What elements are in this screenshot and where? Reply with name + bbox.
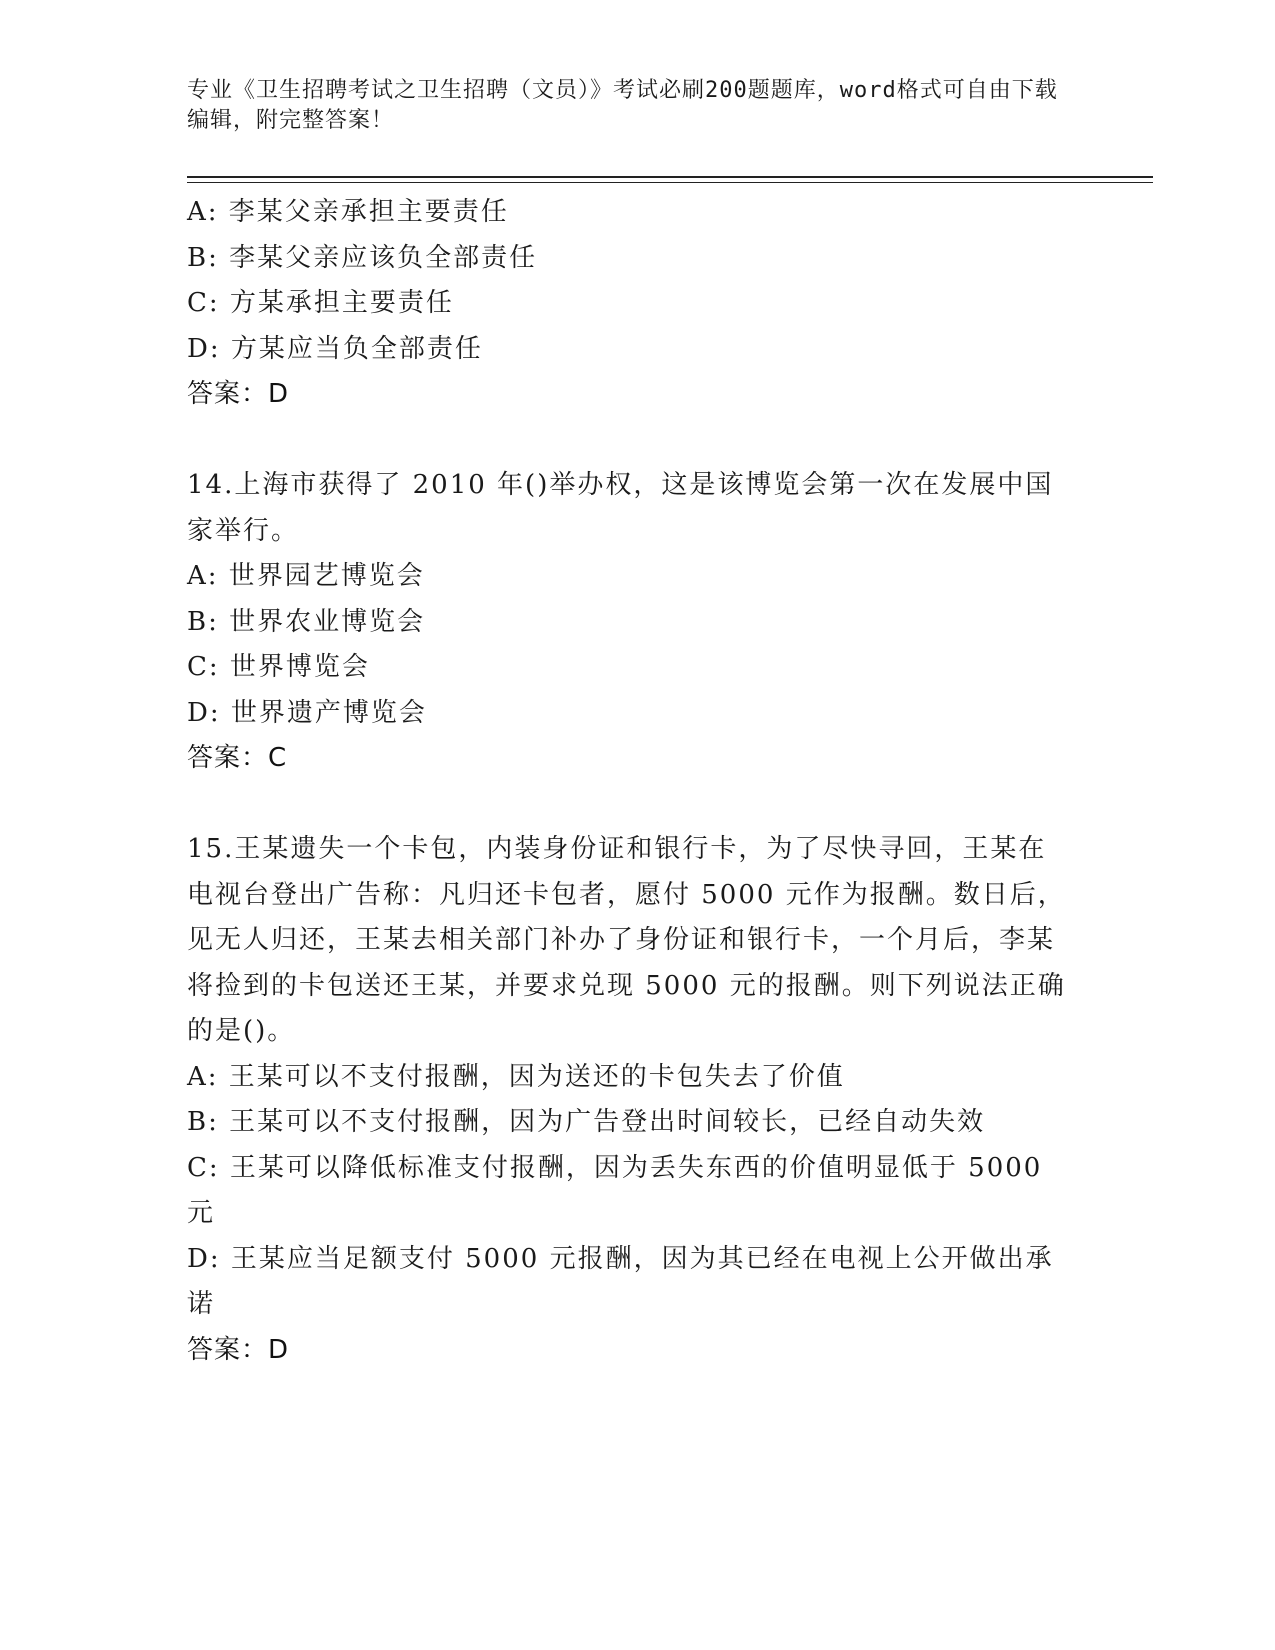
answer: 答案：C xyxy=(187,743,288,773)
page-header: 专业《卫生招聘考试之卫生招聘（文员）》考试必刷200题题库，word格式可自由下载编辑，附完整答案！ xyxy=(187,78,1058,133)
option-a: A: 王某可以不支付报酬，因为送还的卡包失去了价值 xyxy=(187,1061,845,1092)
option-a: A: 世界园艺博览会 xyxy=(187,561,425,591)
question-14 xyxy=(187,463,1067,782)
spacer xyxy=(187,782,1067,828)
spacer xyxy=(187,418,1067,464)
option-c: C: 世界博览会 xyxy=(187,652,370,682)
option-d: D: 方某应当负全部责任 xyxy=(187,333,483,364)
option-b: B: 王某可以不支付报酬，因为广告登出时间较长，已经自动失效 xyxy=(187,1107,986,1137)
question-stem: 15.王某遗失一个卡包，内装身份证和银行卡，为了尽快寻回，王某在电视台登出广告称：凡归还卡包者，愿付 5000 元作为报酬。数日后，见无人归还，王某去相关部门补办了身份证和银行卡，一个月后，李某将捡到的卡包送还王某，并要求兑现 5000 元的报酬。则下列说法正确的是()。 xyxy=(187,834,1066,1046)
header-divider-thin xyxy=(187,182,1153,183)
answer: 答案：D xyxy=(187,1334,290,1365)
option-d: D: 王某应当足额支付 5000 元报酬，因为其已经在电视上公开做出承诺 xyxy=(187,1243,1054,1319)
question-list xyxy=(187,190,1067,1373)
question-13 xyxy=(187,190,1067,418)
option-b: B: 世界农业博览会 xyxy=(187,606,426,637)
option-d: D: 世界遗产博览会 xyxy=(187,697,427,728)
option-b: B: 李某父亲应该负全部责任 xyxy=(187,242,538,273)
option-c: C: 王某可以降低标准支付报酬，因为丢失东西的价值明显低于 5000 元 xyxy=(187,1152,1043,1228)
option-c: C: 方某承担主要责任 xyxy=(187,288,454,318)
question-15 xyxy=(187,827,1067,1373)
header-divider-thick xyxy=(187,176,1153,178)
option-a: A: 李某父亲承担主要责任 xyxy=(187,197,509,227)
answer: 答案：D xyxy=(187,379,290,409)
question-stem: 14.上海市获得了 2010 年()举办权，这是该博览会第一次在发展中国家举行。 xyxy=(187,470,1054,546)
